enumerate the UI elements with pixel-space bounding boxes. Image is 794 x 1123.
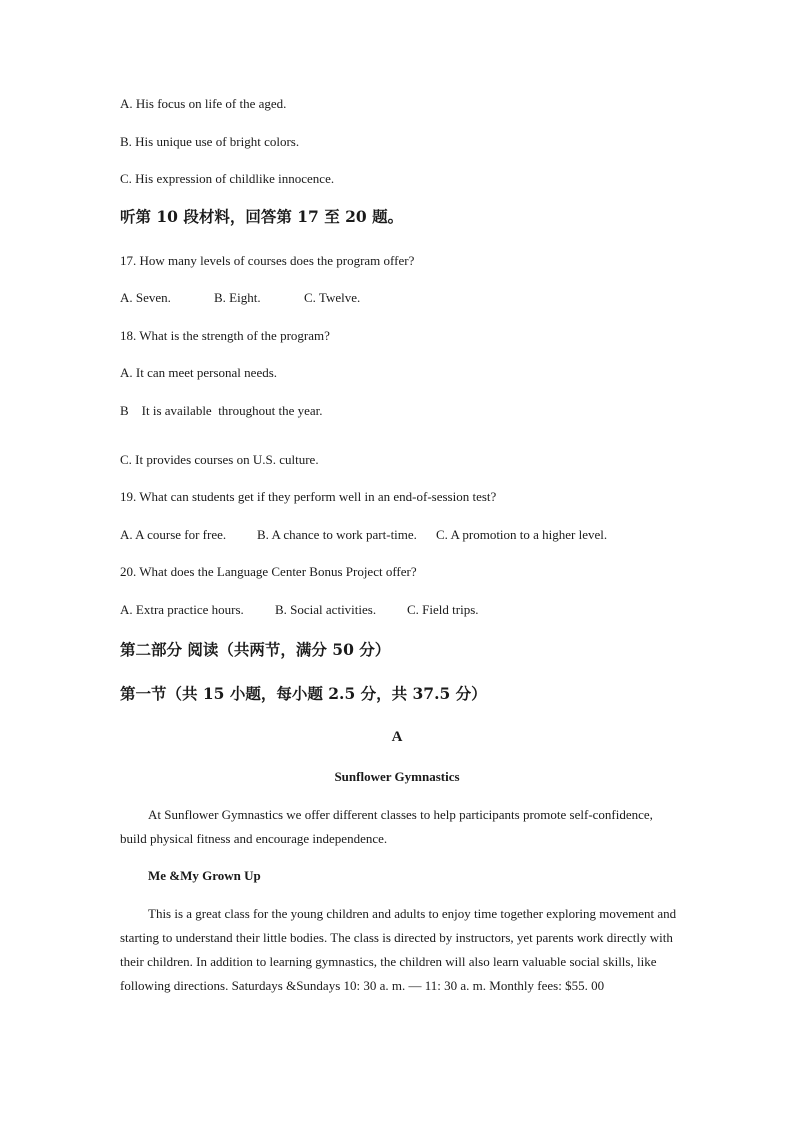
q16-option-b: B. His unique use of bright colors. (120, 134, 300, 149)
section1-heading: 第一节（共 15 小题，每小题 2.5 分，共 37.5 分） (120, 684, 487, 703)
q16-option-a: A. His focus on life of the aged. (120, 96, 287, 111)
class-title: Me &My Grown Up (148, 868, 261, 883)
q20-options (120, 602, 479, 618)
part2-heading: 第二部分 阅读（共两节，满分 50 分） (120, 640, 391, 659)
q19-option-b: B. A chance to work part-time. (257, 527, 417, 542)
q19-option-a: A. A course for free. (120, 527, 227, 542)
q20-option-c: C. Field trips. (407, 602, 479, 617)
q19-stem: 19. What can students get if they perform well in an end-of-session test? (120, 489, 497, 504)
q20-option-a: A. Extra practice hours. (120, 602, 244, 617)
q20-option-b: B. Social activities. (275, 602, 377, 617)
section10-heading: 听第 10 段材料，回答第 17 至 20 题。 (120, 207, 404, 226)
passage-label: A (391, 729, 403, 745)
q17-options (120, 290, 360, 306)
q18-option-a: A. It can meet personal needs. (120, 365, 278, 380)
passage-intro: At Sunflower Gymnastics we offer different classes to help participants promote self-confidence, build physical fitness and encourage independence. (120, 807, 653, 846)
class-body: This is a great class for the young children and adults to enjoy time together exploring movement and starting to understand their little bodies. The class is directed by instructors, yet parents work directly with their children. In addition to learning gymnastics, the children will also learn valuable social skills, like following directions. Saturdays &Sundays 10: 30 a. m. — 11: 30 a. m. Monthly fees: $55. 00 (120, 906, 677, 993)
q17-stem: 17. How many levels of courses does the program offer? (120, 253, 415, 268)
q17-option-c: C. Twelve. (304, 290, 361, 305)
q17-option-a: A. Seven. (120, 290, 171, 305)
q18-option-b: B It is available throughout the year. (120, 403, 323, 418)
q19-option-c: C. A promotion to a higher level. (436, 527, 608, 542)
q20-stem: 20. What does the Language Center Bonus Project offer? (120, 564, 417, 579)
q18-stem: 18. What is the strength of the program? (120, 328, 330, 343)
q17-option-b: B. Eight. (214, 290, 261, 305)
q18-option-c: C. It provides courses on U.S. culture. (120, 452, 319, 467)
q16-option-c: C. His expression of childlike innocence. (120, 171, 335, 186)
q19-options (120, 527, 607, 543)
passage-title: Sunflower Gymnastics (334, 769, 460, 784)
